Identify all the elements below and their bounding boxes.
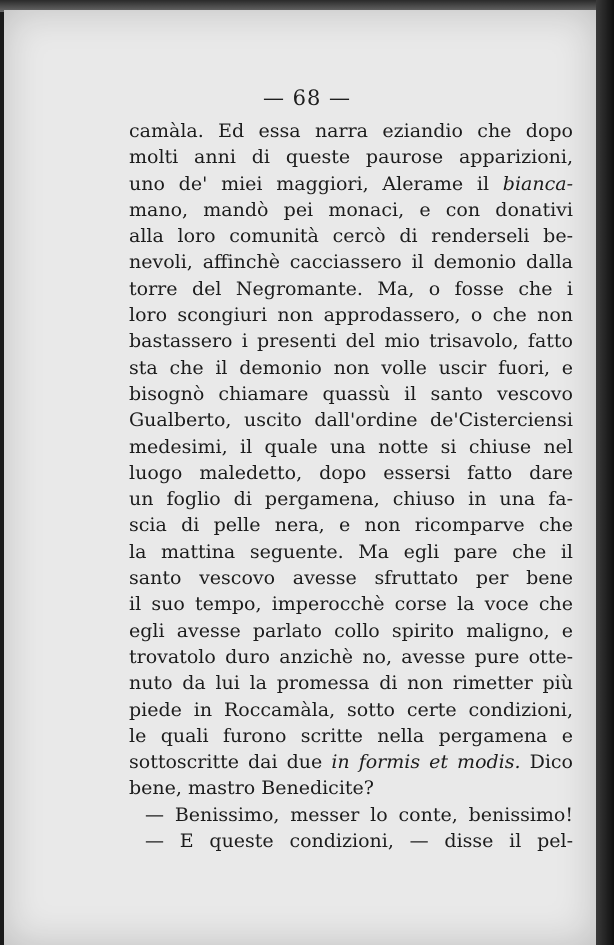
text-line: piede in Roccamàla, sotto certe condizioni,	[129, 698, 573, 721]
text-line: la mattina seguente. Ma egli pare che il	[129, 540, 573, 563]
italic-latin-phrase: in formis et modis.	[331, 751, 521, 774]
text-line: egli avesse parlato collo spirito maligno, e	[129, 619, 573, 642]
text-line: Gualberto, uscito dall'ordine de'Cisterciensi	[129, 409, 573, 432]
dialogue-line: — Benissimo, messer lo conte, benissimo!	[145, 803, 573, 826]
text-line: le quali furono scritte nella pergamena e	[129, 724, 573, 747]
text-line: torre del Negromante. Ma, o fosse che i	[129, 277, 573, 300]
text-line: bisognò chiamare quassù il santo vescovo	[129, 382, 573, 405]
dialogue-line: — E queste condizioni, — disse il pel-	[145, 830, 573, 853]
text-line: mano, mandò pei monaci, e con donativi	[129, 198, 573, 221]
text-line: nevoli, affinchè cacciassero il demonio dalla	[129, 251, 573, 274]
text-line: bene, mastro Benedicite?	[129, 777, 374, 800]
page-number: — 68 —	[262, 86, 352, 110]
text-line: molti anni di queste paurose apparizioni,	[129, 146, 573, 169]
text-line: nuto da lui la promessa di non rimetter più	[129, 672, 573, 695]
text-line: trovatolo duro anzichè no, avesse pure otte-	[129, 645, 573, 668]
text-line: luogo maledetto, dopo essersi fatto dare	[129, 461, 573, 484]
text-line: loro scongiuri non approdassero, o che non	[129, 304, 573, 327]
body-text	[129, 118, 573, 854]
text-line: il suo tempo, imperocchè corse la voce che	[129, 593, 573, 616]
book-binding-shadow	[596, 0, 614, 945]
italic-name: bianca-	[502, 172, 573, 195]
text-line: medesimi, il quale una notte si chiuse nel	[129, 435, 573, 458]
text-line: un foglio di pergamena, chiuso in una fa-	[129, 488, 573, 511]
text-line: bastassero i presenti del mio trisavolo, fatto	[129, 330, 573, 353]
text-line: santo vescovo avesse sfruttato per bene	[129, 567, 573, 590]
text-line: alla loro comunità cercò di renderseli be-	[129, 225, 573, 248]
text-line: sta che il demonio non volle uscir fuori, e	[129, 356, 573, 379]
text-line: camàla. Ed essa narra eziandio che dopo	[129, 120, 573, 142]
text-line: uno de' miei maggiori, Alerame il bianca-	[129, 172, 573, 195]
text-line: scia di pelle nera, e non ricomparve che	[129, 514, 573, 537]
text-line: sottoscritte dai due in formis et modis. Dico	[129, 751, 573, 774]
